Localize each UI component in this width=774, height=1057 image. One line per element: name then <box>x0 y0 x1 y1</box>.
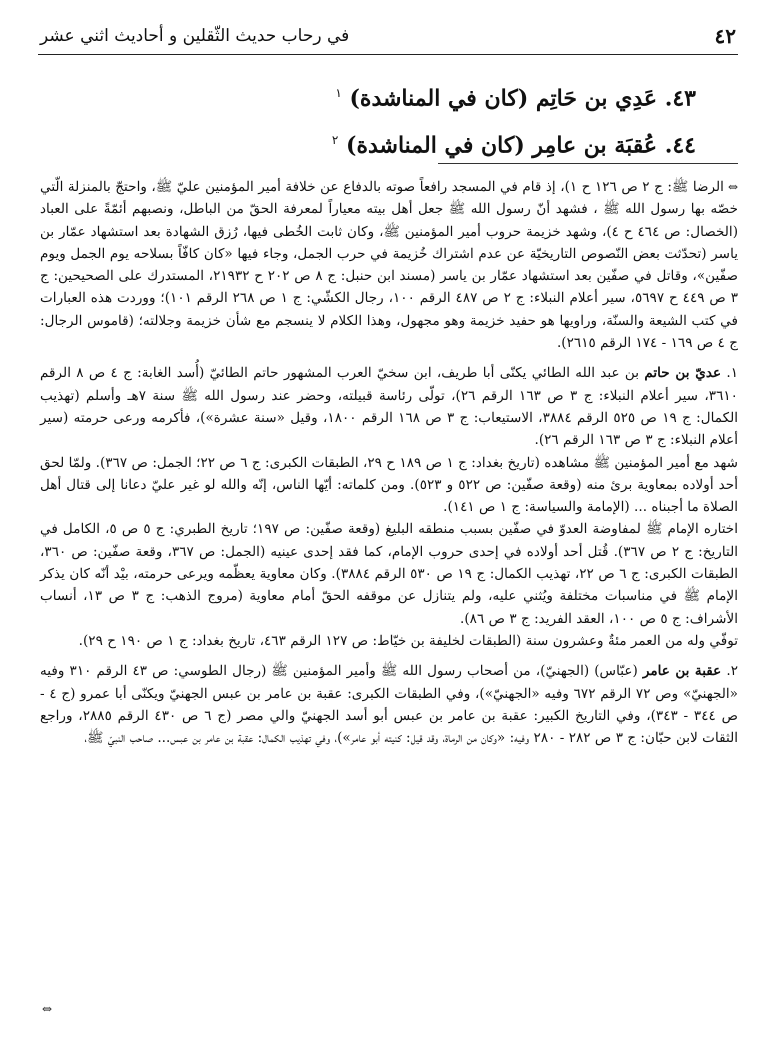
footnote-continuation <box>40 176 738 354</box>
footnote-text: (عبّاس) (الجهنيّ)، من أصحاب رسول الله ﷺ وأمير المؤمنين ﷺ (رجال الطوسي: ص ٤٣ الرقم ٣١٠ وفيه «الجهنيّ» وص ٧٢ الرقم ٦٧٢ وفيه «الجهنيّ»)، وفي الطبقات الكبرى: عقبة بن عامر بن عبس الجهنيّ ويكنّى أبا عمرو (ج ٤ - ص ٣٤٤ - ٣٤٣)، وفي التاريخ الكبير: عقبة بن عامر بن عبس أبو أسد الجهنيّ والي مصر (ج ٦ ص ٤٣٠ الرقم ٢٨٨٥، وراجع الثقات لابن حبّان: ج ٣ ص ٢٨٢ - ٢٨٠ وفيه: «وكان من الرماة، وقد قيل: كنيته أبو عامر»)، وفي تهذيب الكمال: عقبة بن عامر بن عبس... صاحب النبيّ ﷺ، <box>40 663 738 747</box>
page-header <box>38 18 738 55</box>
entry-text: ٤٤. عُقبَة بن عامِر (كان في المناشدة) <box>346 132 696 159</box>
footnote-paragraph: اختاره الإمام ﷺ لمفاوضة العدوّ في صفّين بسبب منطقه البليغ (وقعة صفّين: ص ١٩٧؛ تاريخ الطبري: ج ٥ ص ٥، الكامل في التاريخ: ج ٢ ص ٣٦٧). قُتل أحد أولاده في إحدى حروب الإمام، كما فقد إحدى عينيه (الجمل: ص ٣٦٧، وقعة صفّين: ص ٣٦٠، الطبقات الكبرى: ج ٦ ص ٢٢، تهذيب الكمال: ج ١٩ ص ٥٣٠ الرقم ٣٨٨٤). وكان معاوية يعظّمه ويرعى حرمته، بيْد أنّه كان يذكر الإمام ﷺ في مناسبات مختلفة ويُثني عليه، ولم يتنازل عن موقفه الحقّ أمام معاوية (مروج الذهب: ج ٣ ص ١٣، أنساب الأشراف: ج ٥ ص ١٠٠، العقد الفريد: ج ٣ ص ٨٦). <box>40 521 738 627</box>
entries-list <box>296 72 696 167</box>
footnote-paragraph: توفّي وله من العمر مئةٌ وعشرون سنة (الطبقات لخليفة بن خيّاط: ص ١٢٧ الرقم ٤٦٣، تاريخ بغداد: ج ١ ص ١٩٠ ح ٢٩). <box>78 632 738 649</box>
footnotes-section <box>40 176 738 749</box>
footnote-paragraph: شهد مع أمير المؤمنين ﷺ مشاهده (تاريخ بغداد: ج ١ ص ١٨٩ ح ٢٩، الطبقات الكبرى: ج ٦ ص ٢٢؛ الجمل: ص ٣٦٧). ولمّا لحق أحد أولاده بمعاوية برئ منه (وقعة صفّين: ص ٥٢٢ و ٥٢٣). ومن كلماته: أيّها الناس، إنّه والله لو غير عليّ دعانا إلى قتال أهل الصلاة ما أجبناه ... (الإمامة والسياسة: ج ١ ص ١٤١). <box>40 454 739 516</box>
footnote-1 <box>40 362 738 451</box>
entry-item <box>296 119 696 166</box>
continuation-arrow-icon: ⇔ <box>42 1002 53 1016</box>
running-title: في رحاب حديث الثّقلين و أحاديث اثني عشر <box>40 26 350 46</box>
entry-item <box>296 72 696 119</box>
footnote-text: بن عبد الله الطائي يكنّى أبا طريف، ابن سخيّ العرب المشهور حاتم الطائيّ (أُسد الغابة: ج ٤ ص ٨ الرقم ٣٦١٠، سير أعلام النبلاء: ج ٣ ص ١٦٣ الرقم ٢٦)، تولّى رئاسة قبيلته، وحضر عند رسول الله ﷺ سنة ٧هـ وأسلم (تهذيب الكمال: ج ١٩ ص ٥٢٥ الرقم ٣٨٨٤، الاستيعاب: ج ٣ ص ١٦٨ الرقم ١٨٠٠، وقيل «سنة عشرة»)، فأكرمه ورعى حرمته (سير أعلام النبلاء: ج ٣ ص ١٦٣ الرقم ٢٦). <box>40 365 739 449</box>
footnote-separator <box>438 163 738 164</box>
footnote-heading: عقبة بن عامر <box>642 663 722 680</box>
footnote-number: ٢. <box>726 663 739 680</box>
footnote-ref: ١ <box>335 86 342 100</box>
continuation-arrow-icon: ⇔ <box>727 180 738 194</box>
footnote-ref: ٢ <box>331 133 339 148</box>
footnote-number: ١. <box>726 365 738 382</box>
footnote-text: الرضا ﷺ: ج ٢ ص ١٢٦ ح ١)، إذ قام في المسجد رافعاً صوته بالدفاع عن خلافة أمير المؤمنين عليّ ﷺ، واحتجّ بالمنزلة الّتي خصّه بها رسول الله ﷺ ، فشهد أنّ رسول الله ﷺ جعل أهل بيته معياراً لمعرفة الحقّ من الباطل، ونصبهم أئمّةً على العباد (الخصال: ص ٤٦٤ ح ٤)، وشهد خزيمة حروب أمير المؤمنين ﷺ، وكان ثابت الخُطى فيها، رُزق الشهادة بعد استشهاد عمّار بن ياسر (تحدّثت بعض النّصوص التاريخيّة عن عدم اشتراك خُزيمة في حرب الجمل، وجاء فيها «كان كافّاً بسلاحه يوم الجمل ويوم صفّين»، وقاتل في صفّين بعد استشهاد عمّار بن ياسر (مسند ابن حنبل: ج ٨ ص ٢٠٢ ح ٢١٩٣٢، المستدرك على الصحيحين: ج ٣ ص ٤٤٩ ح ٥٦٩٧، سير أعلام النبلاء: ج ٢ ص ٤٨٧ الرقم ١٠٠، رجال الكشّي: ج ١ ص ٢٦٨ الرقم ١٠١)؛ ووردت هذه العبارات في كتب الشيعة والسنّة، وراويها هو حفيد خزيمة وهو مجهول، وهذا الكلام لا ينسجم مع شأن خزيمة وجلالته؛ (قاموس الرجال: ج ٤ ص ١٦٩ - ١٧٤ الرقم ٢٦١٥). <box>40 179 739 352</box>
page-number: ٤٢ <box>714 24 736 48</box>
entry-text: ٤٣. عَدِي بن حَاتِم (كان في المناشدة) <box>349 85 696 112</box>
footnote-2 <box>40 660 738 749</box>
footnote-heading: عديّ بن حاتم <box>644 365 722 382</box>
